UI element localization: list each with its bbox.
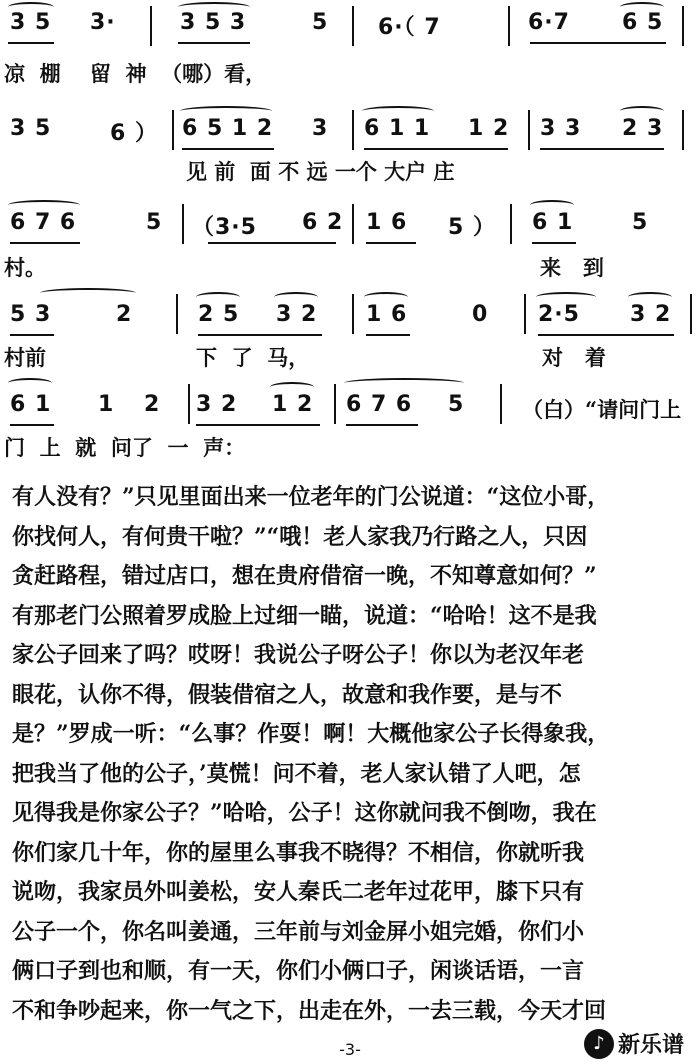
slur [180,106,272,116]
note-group: 6 7 6 [346,392,413,417]
text-line: 你找何人，有何贵干啦？”“哦！老人家我乃行路之人，只因 [12,523,588,550]
note-group: 6 ） [110,121,158,146]
underline [10,424,54,426]
underline [178,42,250,44]
text-line: 公子一个，你名叫姜通，三年前与刘金屏小姐完婚，你们小 [12,918,585,945]
barline [150,6,152,46]
text-line: 有人没有？”只见里面出来一位老年的门公说道：“这位小哥， [12,484,610,510]
underline [10,334,54,336]
text-line: 俩口子到也和顺，有一天，你们小俩口子，闲谈话语，一言 [12,958,585,984]
note-group: （3·5 [192,215,257,240]
note-group: 6 5 1 2 [182,116,274,141]
barline [528,110,530,150]
barline [182,204,184,244]
note-group: 1 6 [366,210,408,235]
logo-text: 新乐谱 [617,1033,684,1058]
barline [352,6,354,46]
underline [364,148,508,150]
slur [196,292,240,302]
underline [182,148,274,150]
music-note-icon: ♪ [584,1029,614,1059]
lyrics: 凉 棚 留 神 （哪）看， [4,61,267,86]
barline [352,110,354,150]
note-group: 1 2 [468,116,510,141]
slur [8,200,80,210]
note-group: 1 2 [272,392,314,417]
note-group: 2 [116,302,133,327]
note-group: 0 [472,302,489,327]
note-group: 6 7 6 [10,210,77,235]
barline [176,294,178,334]
barline [524,294,526,334]
text-line: 你们家几十年，你的屋里么事我不晓得？不相信，你就听我 [12,839,585,866]
barline [188,384,190,424]
slur [536,292,596,302]
slur [620,106,664,116]
narration-text [12,478,690,1031]
note-group: 6 2 [302,210,344,235]
underline [532,242,576,244]
note-group: 5 [632,210,649,235]
slur [40,288,136,298]
underline [196,424,320,426]
barline [500,384,502,424]
text-line: 眼花，认你不得，假装借宿之人，故意和我作要，是与不 [12,681,563,708]
note-group: 3 5 [10,10,52,35]
text-line: 有那老门公照着罗成脸上过细一瞄，说道：“哈哈！这不是我 [12,602,597,629]
note-group: 3 3 [540,116,582,141]
underline [538,334,674,336]
slur [628,292,672,302]
slur [530,200,574,210]
note-group: 2 3 [622,116,664,141]
lyrics: 村前 [4,345,46,370]
barline [172,110,174,150]
note-group: 3 2 [276,302,318,327]
lyrics: 来 到 [540,255,604,280]
note-group: 3 2 [196,392,238,417]
text-line: 不和争吵起来，你一气之下，出走在外，一去三载，今天才回 [12,997,607,1024]
lyrics: 门 上 就 问了 一 声： [4,435,246,460]
underline [530,42,666,44]
slur [344,378,464,388]
note-group: 6 1 [532,210,574,235]
slur [8,378,52,388]
lyrics: 对 着 [542,345,606,370]
barline [682,110,684,150]
lyrics: 见 前 面 不 远 一个 大户 庄 [186,159,455,184]
note-group: 5 ） [448,215,496,240]
note-group: 3 5 3 [180,10,247,35]
note-group: 6 5 [622,10,664,35]
music-score [0,0,700,460]
barline [682,6,684,46]
text-line: 贪赶路程，错过店口，想在贵府借宿一晚，不知尊意如何？” [12,563,597,589]
note-group: 5 [146,210,163,235]
note-group: 1 6 [366,302,408,327]
note-group: 6 1 [10,392,52,417]
note-group: 1 [98,392,115,417]
note-group: 3 5 [10,116,52,141]
lyrics: 下 了 马， [196,345,310,370]
barline [334,384,336,424]
note-group: 6 1 1 [364,116,431,141]
barline [352,204,354,244]
underline [208,242,336,244]
note-group: 5 3 [10,302,52,327]
text-line: 见得我是你家公子？”哈哈，公子！这你就问我不倒吻，我在 [12,800,597,826]
note-group: 2·5 [538,302,580,327]
text-line: 说吻，我家员外叫姜松，安人秦氏二老年过花甲，膝下只有 [12,879,585,905]
slur [364,292,408,302]
slur [270,382,314,392]
note-group: 3 [312,116,329,141]
underline [8,42,54,44]
text-line: 是？”罗成一听：“么事？作耍！啊！大概他家公子长得象我， [12,721,610,747]
underline [366,334,410,336]
slur [274,292,318,302]
barline [352,294,354,334]
underline [198,334,322,336]
lyrics: 村。 [4,255,46,280]
barline [508,6,510,46]
note-group: 5 [312,10,329,35]
underline [540,148,664,150]
underline [346,424,418,426]
underline [10,242,80,244]
note-group: 5 [448,392,465,417]
slur [362,106,434,116]
note-group: 2 5 [198,302,240,327]
page-number: -3- [339,1040,361,1059]
text-line: 家公子回来了吗？哎呀！我说公子呀公子！你以为老汉年老 [12,642,585,668]
barline [510,204,512,244]
underline [366,242,416,244]
note-group: 3· [90,10,116,35]
note-group: 3 2 [630,302,672,327]
note-group: 2 [144,392,161,417]
note-group: 6·（ 7 [378,15,441,40]
note-group: 6·7 [528,10,570,35]
text-line: 把我当了他的公子，’莫慌！问不着，老人家认错了人吧，怎 [12,760,581,787]
barline [690,294,692,334]
spoken-line: （白）“请问门上 [522,397,682,422]
site-logo [578,1026,690,1061]
